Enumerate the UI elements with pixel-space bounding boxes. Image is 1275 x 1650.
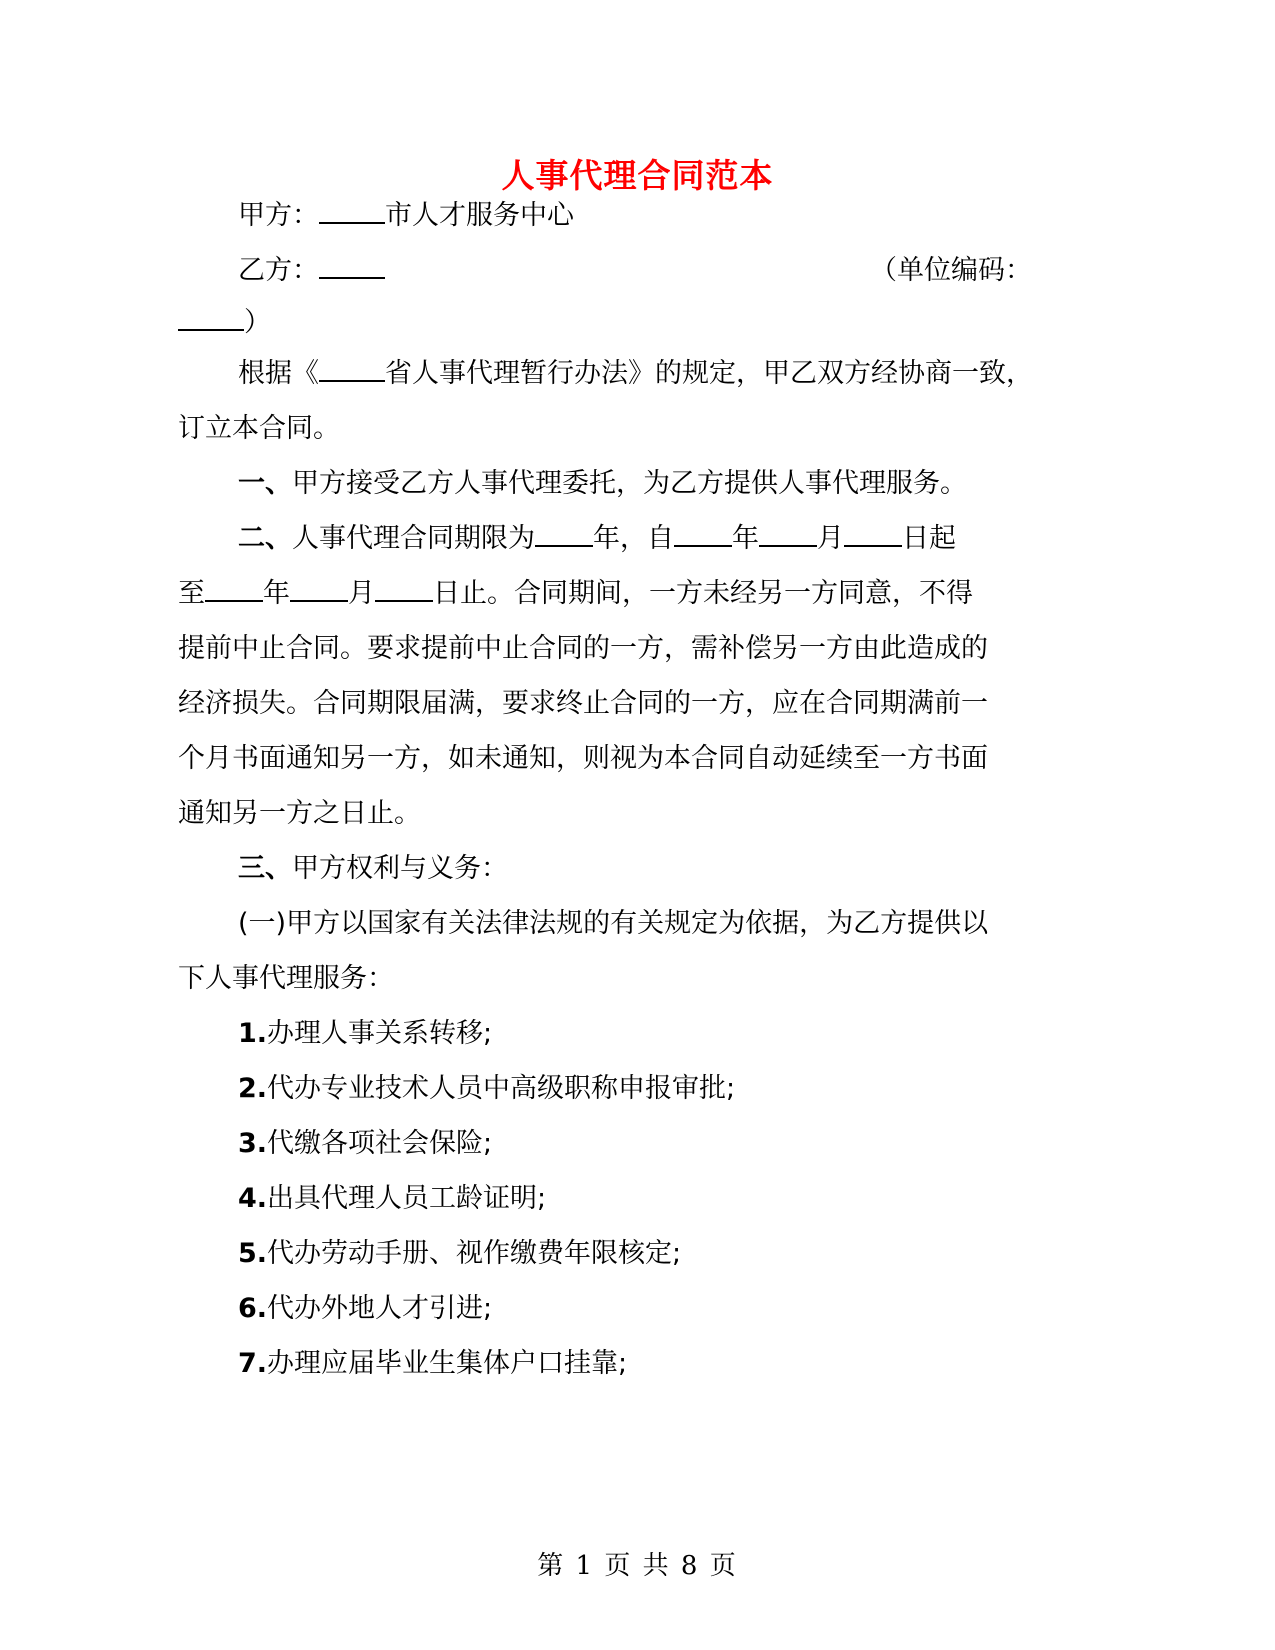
end-year-blank (205, 576, 263, 602)
clause-2-text: 年，自 (593, 523, 674, 554)
province-blank (319, 356, 385, 382)
service-item (238, 1071, 735, 1107)
end-day-blank (375, 576, 433, 602)
clause-3-sub-1-line-2: 下人事代理服务： (178, 963, 394, 994)
party-b-blank (319, 253, 385, 279)
page-footer: 第 1 页 共 8 页 (537, 1551, 738, 1581)
clause-2-text: 年 (263, 578, 290, 609)
clause-3-number: 三、 (238, 853, 292, 884)
service-text: 代办外地人才引进; (267, 1293, 493, 1324)
clause-2-number: 二、 (238, 523, 292, 554)
intro-post: 省人事代理暂行办法》的规定，甲乙双方经协商一致， (385, 358, 1033, 389)
document-title: 人事代理合同范本 (501, 156, 774, 195)
clause-2-text: 日止。合同期间，一方未经另一方同意，不得 (433, 578, 973, 609)
start-day-blank (844, 521, 902, 547)
service-text: 办理人事关系转移; (267, 1018, 493, 1049)
clause-3-title: 甲方权利与义务： (292, 853, 508, 884)
party-a-blank (319, 198, 385, 224)
clause-2-line-5: 个月书面通知另一方，如未通知，则视为本合同自动延续至一方书面 (178, 743, 988, 774)
unit-code-blank (178, 305, 244, 331)
clause-3-sub-1-line-1: (一)甲方以国家有关法律法规的有关规定为依据，为乙方提供以 (238, 908, 989, 939)
clause-1-text: 甲方接受乙方人事代理委托，为乙方提供人事代理服务。 (292, 468, 967, 499)
service-item (238, 1291, 492, 1327)
service-text: 代缴各项社会保险; (267, 1128, 493, 1159)
clause-2-text: 年 (732, 523, 759, 554)
clause-2-line-2 (178, 576, 973, 612)
service-item (238, 1181, 546, 1217)
clause-1-number: 一、 (238, 468, 292, 499)
end-month-blank (290, 576, 348, 602)
service-number: 7. (238, 1348, 268, 1379)
party-b-label: 乙方： (238, 255, 319, 286)
clause-2-text: 至 (178, 578, 205, 609)
party-a-name: 市人才服务中心 (385, 200, 574, 231)
party-b-line (238, 253, 385, 289)
intro-pre: 根据《 (238, 358, 319, 389)
service-number: 5. (238, 1238, 268, 1269)
clause-2-text: 月 (817, 523, 844, 554)
service-number: 2. (238, 1073, 268, 1104)
service-item (238, 1346, 627, 1382)
service-number: 4. (238, 1183, 268, 1214)
clause-2-text: 日起 (902, 523, 956, 554)
service-item (238, 1236, 681, 1272)
term-years-blank (535, 521, 593, 547)
start-year-blank (674, 521, 732, 547)
service-item (238, 1126, 492, 1162)
service-item (238, 1016, 492, 1052)
clause-2-text: 月 (348, 578, 375, 609)
unit-code-label: （单位编码： (870, 255, 1032, 286)
clause-1 (238, 466, 967, 502)
service-text: 办理应届毕业生集体户口挂靠; (267, 1348, 628, 1379)
unit-code-line (178, 305, 271, 341)
intro-line-1 (238, 356, 1033, 392)
service-text: 代办专业技术人员中高级职称申报审批; (267, 1073, 736, 1104)
clause-2-line-4: 经济损失。合同期限届满，要求终止合同的一方，应在合同期满前一 (178, 688, 988, 719)
service-text: 出具代理人员工龄证明; (267, 1183, 547, 1214)
unit-code-close: ） (244, 307, 271, 338)
clause-2-text: 人事代理合同期限为 (292, 523, 535, 554)
service-number: 6. (238, 1293, 268, 1324)
clause-2-line-6: 通知另一方之日止。 (178, 798, 421, 829)
service-text: 代办劳动手册、视作缴费年限核定; (267, 1238, 682, 1269)
clause-2-line-1 (238, 521, 956, 557)
clause-3-heading (238, 851, 508, 887)
service-number: 1. (238, 1018, 268, 1049)
party-a-line (238, 198, 574, 234)
party-a-label: 甲方： (238, 200, 319, 231)
start-month-blank (759, 521, 817, 547)
intro-line-2: 订立本合同。 (178, 413, 340, 444)
service-number: 3. (238, 1128, 268, 1159)
clause-2-line-3: 提前中止合同。要求提前中止合同的一方，需补偿另一方由此造成的 (178, 633, 988, 664)
